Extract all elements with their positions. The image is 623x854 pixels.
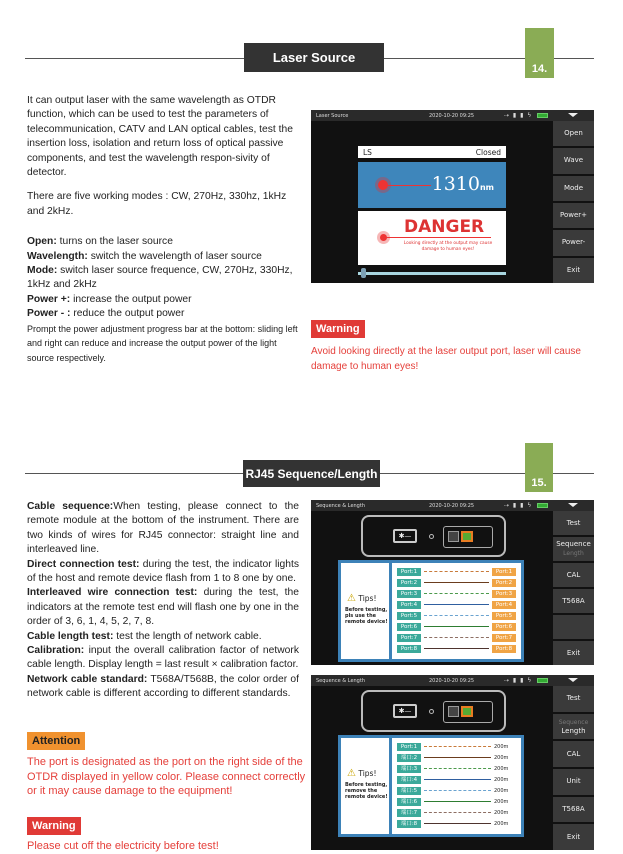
intro: It can output laser with the same wavelength as OTDR function, which can be used to test the parameters of telecommunication, CATV and LAN optical cables, test the insertion loss, isolation and return loss of optical passive components, and test the wavelength respon-sivity of detector. [27, 95, 293, 179]
test-button[interactable]: Test [553, 511, 594, 535]
header-rule [554, 58, 594, 59]
host-port-label: 端口:3 [397, 765, 421, 773]
test-button[interactable]: Test [553, 686, 594, 712]
key-icon: ✱— [393, 529, 417, 543]
wire-line [424, 823, 491, 824]
wire-line [424, 801, 491, 802]
header-rule [384, 58, 525, 59]
cable-length: 200m [494, 776, 509, 783]
header-rule [380, 473, 525, 474]
item-open: Open: turns on the laser source [27, 236, 173, 248]
softkey-panel [553, 121, 594, 283]
sequence-button[interactable]: Sequence Length [553, 537, 594, 561]
port-row [397, 577, 516, 588]
slider-knob[interactable] [361, 268, 366, 278]
sequence-screen [311, 500, 594, 665]
item-standard: Network cable standard: T568A/T568B, the color order of network cable is different according to different standards. [27, 673, 299, 700]
wire-line [424, 790, 491, 791]
battery-icon [537, 503, 548, 508]
status-bar [311, 110, 594, 121]
remote-port-label: Port:8 [492, 645, 516, 653]
wiring-panel [338, 735, 524, 837]
cable-length: 200m [494, 743, 509, 750]
page-number: 15. [525, 443, 553, 492]
host-port-label: Port:1 [397, 743, 421, 751]
host-port-label: Port:5 [397, 612, 421, 620]
wire-line [424, 593, 489, 594]
wire-line [424, 812, 491, 813]
attention-text: The port is designated as the port on the right side of the OTDR displayed in yellow color. Please connect correctly or it may cause damage to the equipment! [27, 756, 306, 797]
status-icons: ⇢ ▮ ▮ ϟ [504, 502, 533, 509]
exit-button[interactable]: Exit [553, 824, 594, 850]
dropdown-menu-icon[interactable] [568, 678, 578, 682]
warning-text: Avoid looking directly at the laser output port, laser will cause damage to human eyes! [311, 346, 581, 372]
rj45-port-icon [443, 526, 493, 548]
port-row [397, 785, 516, 796]
screen-title: Laser Source [316, 112, 349, 119]
warning-triangle-icon: ⚠ [347, 593, 356, 604]
t568a-button[interactable]: T568A [553, 589, 594, 613]
remote-port-label: Port:1 [492, 568, 516, 576]
item-power-minus: Power - : reduce the output power [27, 308, 185, 320]
item-calibration: Calibration: input the overall calibration factor of network cable length. Display length = last result × calibration factor. [27, 645, 299, 671]
device-illustration [361, 515, 506, 557]
wire-line [424, 615, 489, 616]
item-cable-sequence: Cable sequence:When testing, please connect to the remote module at the bottom of the instrument. There are two kinds of wires for RJ45 connector: straight line and interleaved line. [27, 501, 299, 556]
warning-triangle-icon: ⚠ [347, 768, 356, 779]
screen-title: Sequence & Length [316, 502, 365, 509]
led-icon [429, 709, 434, 714]
inactive-option: Length [563, 550, 584, 557]
danger-message: Looking directly at the output may cause damage to human eyes! [403, 241, 493, 252]
wiring-panel [338, 560, 524, 662]
port-row [397, 763, 516, 774]
battery-icon [537, 113, 548, 118]
port-row [397, 741, 516, 752]
host-port-label: 端口:8 [397, 820, 421, 828]
battery-icon [537, 678, 548, 683]
port-list [392, 738, 521, 834]
unit-button[interactable]: Unit [553, 769, 594, 795]
port-row [397, 643, 516, 654]
tips-title: Tips! [358, 594, 377, 603]
danger-panel [358, 211, 506, 265]
screen-title: Sequence & Length [316, 677, 365, 684]
host-port-label: Port:8 [397, 645, 421, 653]
wire-line [424, 746, 491, 747]
host-port-label: Port:3 [397, 590, 421, 598]
host-port-label: 端口:4 [397, 776, 421, 784]
port-row [397, 818, 516, 829]
item-direct-test: Direct connection test: during the test, the indicator lights of the host and remote device flash from 1 to 8 one by one. [27, 558, 299, 585]
wavelength-unit: nm [479, 183, 494, 192]
laser-beam [386, 185, 431, 186]
section-title: Laser Source [244, 43, 384, 72]
wire-line [424, 648, 489, 649]
datetime: 2020-10-20 09:25 [429, 112, 475, 119]
remote-port-label: Port:5 [492, 612, 516, 620]
remote-port-label: Port:4 [492, 601, 516, 609]
item-wavelength: Wavelength: switch the wavelength of laser source [27, 250, 262, 262]
section1-text [27, 94, 299, 365]
host-port-label: 端口:5 [397, 787, 421, 795]
host-port-label: 端口:2 [397, 754, 421, 762]
prompt: Prompt the power adjustment progress bar at the bottom: sliding left and right can reduce and increase the output power of the light source respectively. [27, 323, 298, 363]
port-row [397, 796, 516, 807]
wire-line [424, 582, 489, 583]
item-mode: Mode: switch laser source frequence, CW, 270Hz, 330Hz, 1kHz and 2kHz [27, 265, 293, 291]
datetime: 2020-10-20 09:25 [429, 502, 475, 509]
host-port-label: 端口:7 [397, 809, 421, 817]
key-icon: ✱— [393, 704, 417, 718]
section-title: RJ45 Sequence/Length [243, 460, 380, 487]
wave-button[interactable]: Wave [553, 148, 594, 173]
port-row [397, 566, 516, 577]
danger-title: DANGER [404, 217, 485, 237]
power-plus-button[interactable]: Power+ [553, 203, 594, 228]
remote-port-label: Port:6 [492, 623, 516, 631]
status-bar [311, 500, 594, 511]
datetime: 2020-10-20 09:25 [429, 677, 475, 684]
port-row [397, 599, 516, 610]
ls-state: Closed [475, 147, 501, 157]
host-port-label: Port:7 [397, 634, 421, 642]
laser-beam [386, 237, 491, 238]
tips-box [341, 563, 389, 659]
wire-line [424, 779, 491, 780]
header-rule [553, 473, 594, 474]
cable-length: 200m [494, 787, 509, 794]
item-power-plus: Power +: increase the output power [27, 293, 192, 305]
softkey-panel [553, 511, 594, 665]
host-port-label: Port:6 [397, 623, 421, 631]
port-row [397, 610, 516, 621]
ls-header: LS Closed [358, 146, 506, 158]
power-minus-button[interactable]: Power- [553, 230, 594, 255]
status-icons: ⇢ ▮ ▮ ϟ [504, 677, 533, 684]
port-row [397, 588, 516, 599]
wire-line [424, 757, 491, 758]
header-rule [25, 58, 245, 59]
warning-label: Warning [27, 817, 81, 835]
length-button[interactable]: Sequence Length [553, 714, 594, 740]
warning-label: Warning [311, 320, 365, 338]
dropdown-menu-icon[interactable] [568, 113, 578, 117]
cable-length: 200m [494, 754, 509, 761]
tips-note: Before testing, remove the remote device! [345, 782, 388, 800]
led-icon [429, 534, 434, 539]
port-row [397, 752, 516, 763]
cal-button[interactable]: CAL [553, 563, 594, 587]
port-row [397, 632, 516, 643]
wavelength-display [358, 162, 506, 208]
dropdown-menu-icon[interactable] [568, 503, 578, 507]
tips-box [341, 738, 389, 834]
open-button[interactable]: Open [553, 121, 594, 146]
status-icons: ⇢ ▮ ▮ ϟ [504, 112, 533, 119]
tips-title: Tips! [358, 769, 377, 778]
port-list [392, 563, 521, 659]
item-interleaved-test: Interleaved wire connection test: during the test, the indicators at the remote test end will flash one by one in the order of 3, 6, 1, 4, 5, 2, 7, 8. [27, 587, 299, 628]
blank-button[interactable] [553, 615, 594, 639]
exit-button[interactable]: Exit [553, 641, 594, 665]
exit-button[interactable]: Exit [553, 258, 594, 283]
cable-length: 200m [494, 765, 509, 772]
wire-line [424, 571, 489, 572]
host-port-label: Port:2 [397, 579, 421, 587]
laser-source-screen [311, 110, 594, 283]
length-screen [311, 675, 594, 850]
tips-note: Before testing, pls use the remote device! [345, 607, 388, 625]
mode-button[interactable]: Mode [553, 176, 594, 201]
cable-length: 200m [494, 820, 509, 827]
remote-port-label: Port:3 [492, 590, 516, 598]
port-row [397, 774, 516, 785]
status-bar [311, 675, 594, 686]
cable-length: 200m [494, 798, 509, 805]
modes: There are five working modes : CW, 270Hz, 330hz, 1kHz and 2kHz. [27, 191, 287, 217]
remote-port-label: Port:7 [492, 634, 516, 642]
wire-line [424, 637, 489, 638]
port-row [397, 807, 516, 818]
section2-text [27, 500, 299, 702]
item-length-test: Cable length test: test the length of network cable. [27, 630, 262, 642]
host-port-label: 端口:6 [397, 798, 421, 806]
wire-line [424, 626, 489, 627]
wire-line [424, 768, 491, 769]
port-row [397, 621, 516, 632]
power-slider[interactable] [358, 272, 506, 275]
host-port-label: Port:1 [397, 568, 421, 576]
page-number: 14. [525, 28, 554, 78]
softkey-panel [553, 686, 594, 850]
cable-length: 200m [494, 809, 509, 816]
warning-text: Please cut off the electricity before test! [27, 840, 219, 852]
t568a-button[interactable]: T568A [553, 797, 594, 823]
remote-port-label: Port:2 [492, 579, 516, 587]
device-illustration [361, 690, 506, 732]
header-rule [25, 473, 243, 474]
wire-line [424, 604, 489, 605]
attention-label: Attention [27, 732, 85, 750]
inactive-option: Sequence [558, 718, 589, 726]
rj45-port-icon [443, 701, 493, 723]
wavelength-value: 1310 [431, 173, 480, 195]
host-port-label: Port:4 [397, 601, 421, 609]
cal-button[interactable]: CAL [553, 741, 594, 767]
